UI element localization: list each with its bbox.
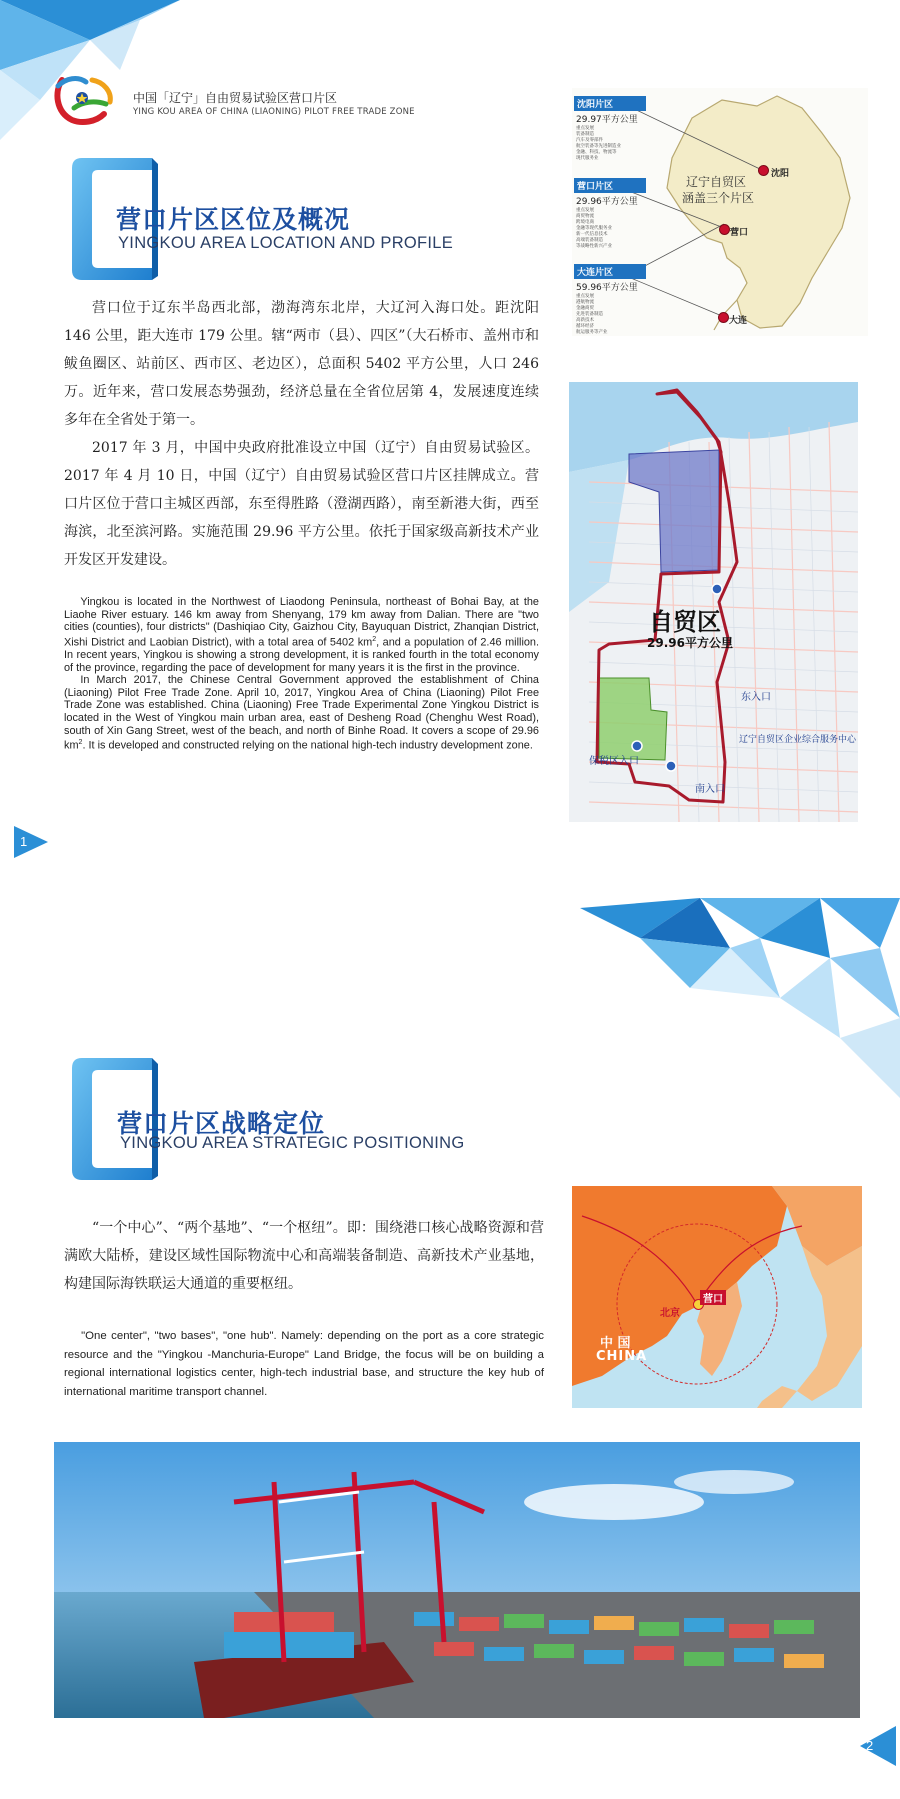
yingkou-zone-notes: 重点发展 商贸物流 跨境电商 金融等现代服务业 新一代信息技术 高端装备制造 等战略性新兴产业 (576, 208, 612, 249)
section1-title-en: YINGKOU AREA LOCATION AND PROFILE (118, 234, 454, 252)
port-photo (54, 1442, 860, 1718)
city-label-dalian: 大连 (729, 316, 748, 326)
paragraph-cn-strategy: “一个中心”、“两个基地”、“一个枢纽”。即：围绕港口核心战略资源和营满欧大陆桥，建设区域性国际物流中心和高端装备制造、高新技术产业基地，构建国际海铁联运大通道的重要枢纽。 (64, 1220, 544, 1292)
map3-label-china-en: CHINA (596, 1349, 648, 1364)
header-title-en: YING KOU AREA OF CHINA (LIAONING) PILOT FREE TRADE ZONE (133, 107, 415, 117)
paragraph-en-2: In March 2017, the Chinese Central Government approved the establishment of China (Liaoning) Pilot Free Trade Zone. April 10, 2017, Yingkou Area of China (Liaoning) Pilot Free Trade Zone was established. China (Liaoning) Free Trade Experimental Zone Yingkou District is located in the West of Yingkou main urban area, east of Desheng Road (Chenghu West Road), south of Xin Gang Street, west of the beach, and north of Binhe Road. It covers a scope of 29.96 $km^2$. It is developed and constructed relying on the national high-tech industry development zone. (64, 674, 539, 752)
yingkou-zone-title: 营口片区 (574, 178, 646, 193)
section1-title-cn: 营口片区区位及概况 (116, 205, 351, 234)
page-number-1: 1 (20, 834, 28, 849)
map3-label-china-cn: 中 国 (600, 1336, 631, 1351)
yingkou-zone-area: 29.96平方公里 (576, 197, 638, 207)
city-label-shenyang: 沈阳 (771, 169, 790, 179)
northeast-asia-map (572, 1186, 862, 1408)
logo (52, 72, 116, 126)
paragraph-en-1: Yingkou is located in the Northwest of Liaodong Peninsula, northeast of Bohai Bay, at the Liaohe River estuary. 146 km away from Shenyang, 179 km away from Dalian. There are "two cities (counties), four districts" (Dashiqiao City, Gaizhou City, Bayuquan District, Zhanqian District, Xishi District and Laobian District), with a total area of 5402 $km^2$, and a population of 2.46 million. In recent years, Yingkou is showing a strong development, it is ranked fourth in the total economy of the province, regarding the pace of development for many years it is the first in the province. (64, 596, 539, 674)
yingkou-pin-icon (719, 224, 730, 235)
zone-area-label: 29.96平方公里 (647, 636, 733, 650)
liaoning-map (572, 88, 868, 336)
paragraph-cn-2: 2017 年 3 月，中国中央政府批准设立中国（辽宁）自由贸易试验区。2017 年 4 月 10 日，中国（辽宁）自由贸易试验区营口片区挂牌成立。营口片区位于营口主城区西部，东至得胜路（澄湖西路），南至新港大街，西至海滨，北至滨河路。实施范围 29.96 平方公里。依托于国家级高新技术产业开发区开发建设。 (64, 440, 539, 568)
shenyang-zone-title: 沈阳片区 (574, 96, 646, 111)
section2-body-cn (64, 1214, 544, 1298)
dalian-zone-box (574, 264, 646, 336)
corner-triangle-decoration-middle (580, 898, 900, 1098)
dalian-pin-icon (718, 312, 729, 323)
map3-label-yingkou: 营口 (700, 1290, 726, 1305)
dalian-zone-area: 59.96平方公里 (576, 283, 638, 293)
section2-body-en (64, 1327, 544, 1401)
header-title-cn: 中国「辽宁」自由贸易试验区营口片区 (133, 91, 338, 105)
service-center-label: 辽宁自贸区企业综合服务中心 (739, 735, 857, 745)
logo-emblem-icon (52, 72, 116, 126)
yingkou-zone-plan-map (569, 382, 858, 822)
section1-body-en (64, 596, 539, 752)
bonded-entry-label: 保税区入口 (589, 756, 639, 767)
section1-body-cn (64, 294, 539, 574)
paragraph-en-strategy: "One center", "two bases", "one hub". Namely: depending on the port as a core strategic resource and the "Yingkou -Manchuria-Europe" Land Bridge, the focus will be on building a regional international logistics center, high-tech industrial base, and structure the key hub of international maritime transport channel. (64, 1330, 544, 1398)
city-label-yingkou: 营口 (730, 228, 749, 238)
map-center-label-1: 辽宁自贸区 (686, 175, 747, 189)
zone-label: 自贸区 (649, 608, 721, 636)
section2-title-cn: 营口片区战略定位 (117, 1109, 326, 1138)
paragraph-cn-1: 营口位于辽东半岛西北部，渤海湾东北岸，大辽河入海口处。距沈阳 146 公里，距大连市 179 公里。辖“两市（县）、四区”（大石桥市、盖州市和鲅鱼圈区、站前区、西市区、老边区），总面积 5402 平方公里，人口 246 万。近年来，营口发展态势强劲，经济总量在全省位居第 4，发展速度连续多年在全省处于第一。 (64, 300, 539, 428)
south-entry-label: 南入口 (695, 784, 725, 795)
shenyang-zone-area: 29.97平方公里 (576, 115, 638, 125)
east-entry-label: 东入口 (741, 692, 771, 703)
page-number-2: 2 (866, 1738, 874, 1753)
dalian-zone-notes: 重点发展 港航物流 金融商贸 先进装备制造 高新技术 循环经济 航运服务等产业 (576, 294, 608, 335)
shenyang-zone-notes: 重点发展 装备制造 汽车及零部件 航空装备等先进制造业 金融、科技、物流等 现代服务业 (576, 126, 621, 161)
shenyang-pin-icon (758, 165, 769, 176)
yingkou-zone-box (574, 178, 646, 250)
map3-label-beijing: 北京 (660, 1308, 680, 1319)
section2-title-en: YINGKOU AREA STRATEGIC POSITIONING (120, 1134, 465, 1152)
map-center-label-2: 涵盖三个片区 (682, 191, 755, 205)
page-number-marker-2 (856, 1726, 896, 1766)
port-scene-graphic (54, 1442, 860, 1718)
shenyang-zone-box (574, 96, 646, 162)
dalian-zone-title: 大连片区 (574, 264, 646, 279)
